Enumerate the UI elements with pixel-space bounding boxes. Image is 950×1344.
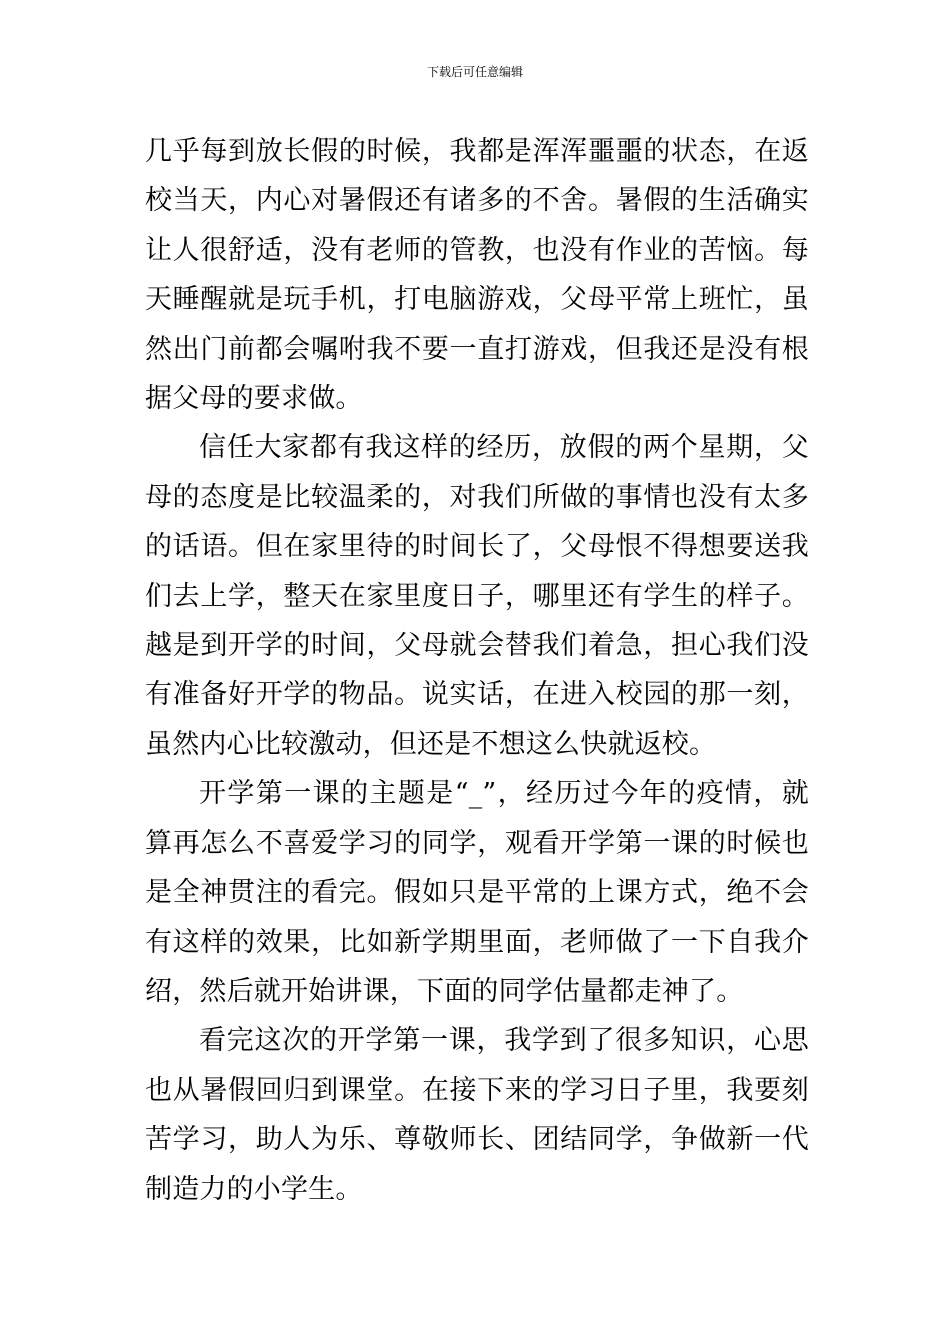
paragraph-1: 几乎每到放长假的时候，我都是浑浑噩噩的状态，在返校当天，内心对暑假还有诸多的不舍。暑假的生活确实让人很舒适，没有老师的管教，也没有作业的苦恼。每天睡醒就是玩手机，打电脑游戏，父母平常上班忙，虽然出门前都会嘱咐我不要一直打游戏，但我还是没有根据父母的要求做。 <box>145 136 809 415</box>
paragraph-2: 信任大家都有我这样的经历，放假的两个星期，父母的态度是比较温柔的，对我们所做的事情也没有太多的话语。但在家里待的时间长了，父母恨不得想要送我们去上学，整天在家里度日子，哪里还有学生的样子。越是到开学的时间，父母就会替我们着急，担心我们没有准备好开学的物品。说实话，在进入校园的那一刻，虽然内心比较激动，但还是不想这么快就返校。 <box>145 432 809 760</box>
page-header: 下载后可任意编辑 <box>426 65 523 79</box>
paragraph-3: 开学第一课的主题是“_”，经历过今年的疫情，就算再怎么不喜爱学习的同学，观看开学第一课的时候也是全神贯注的看完。假如只是平常的上课方式，绝不会有这样的效果，比如新学期里面，老师做了一下自我介绍，然后就开始讲课，下面的同学估量都走神了。 <box>145 778 809 1007</box>
paragraph-4: 看完这次的开学第一课，我学到了很多知识，心思也从暑假回归到课堂。在接下来的学习日子里，我要刻苦学习，助人为乐、尊敬师长、团结同学，争做新一代制造力的小学生。 <box>145 1025 809 1205</box>
document-body <box>145 127 809 1214</box>
